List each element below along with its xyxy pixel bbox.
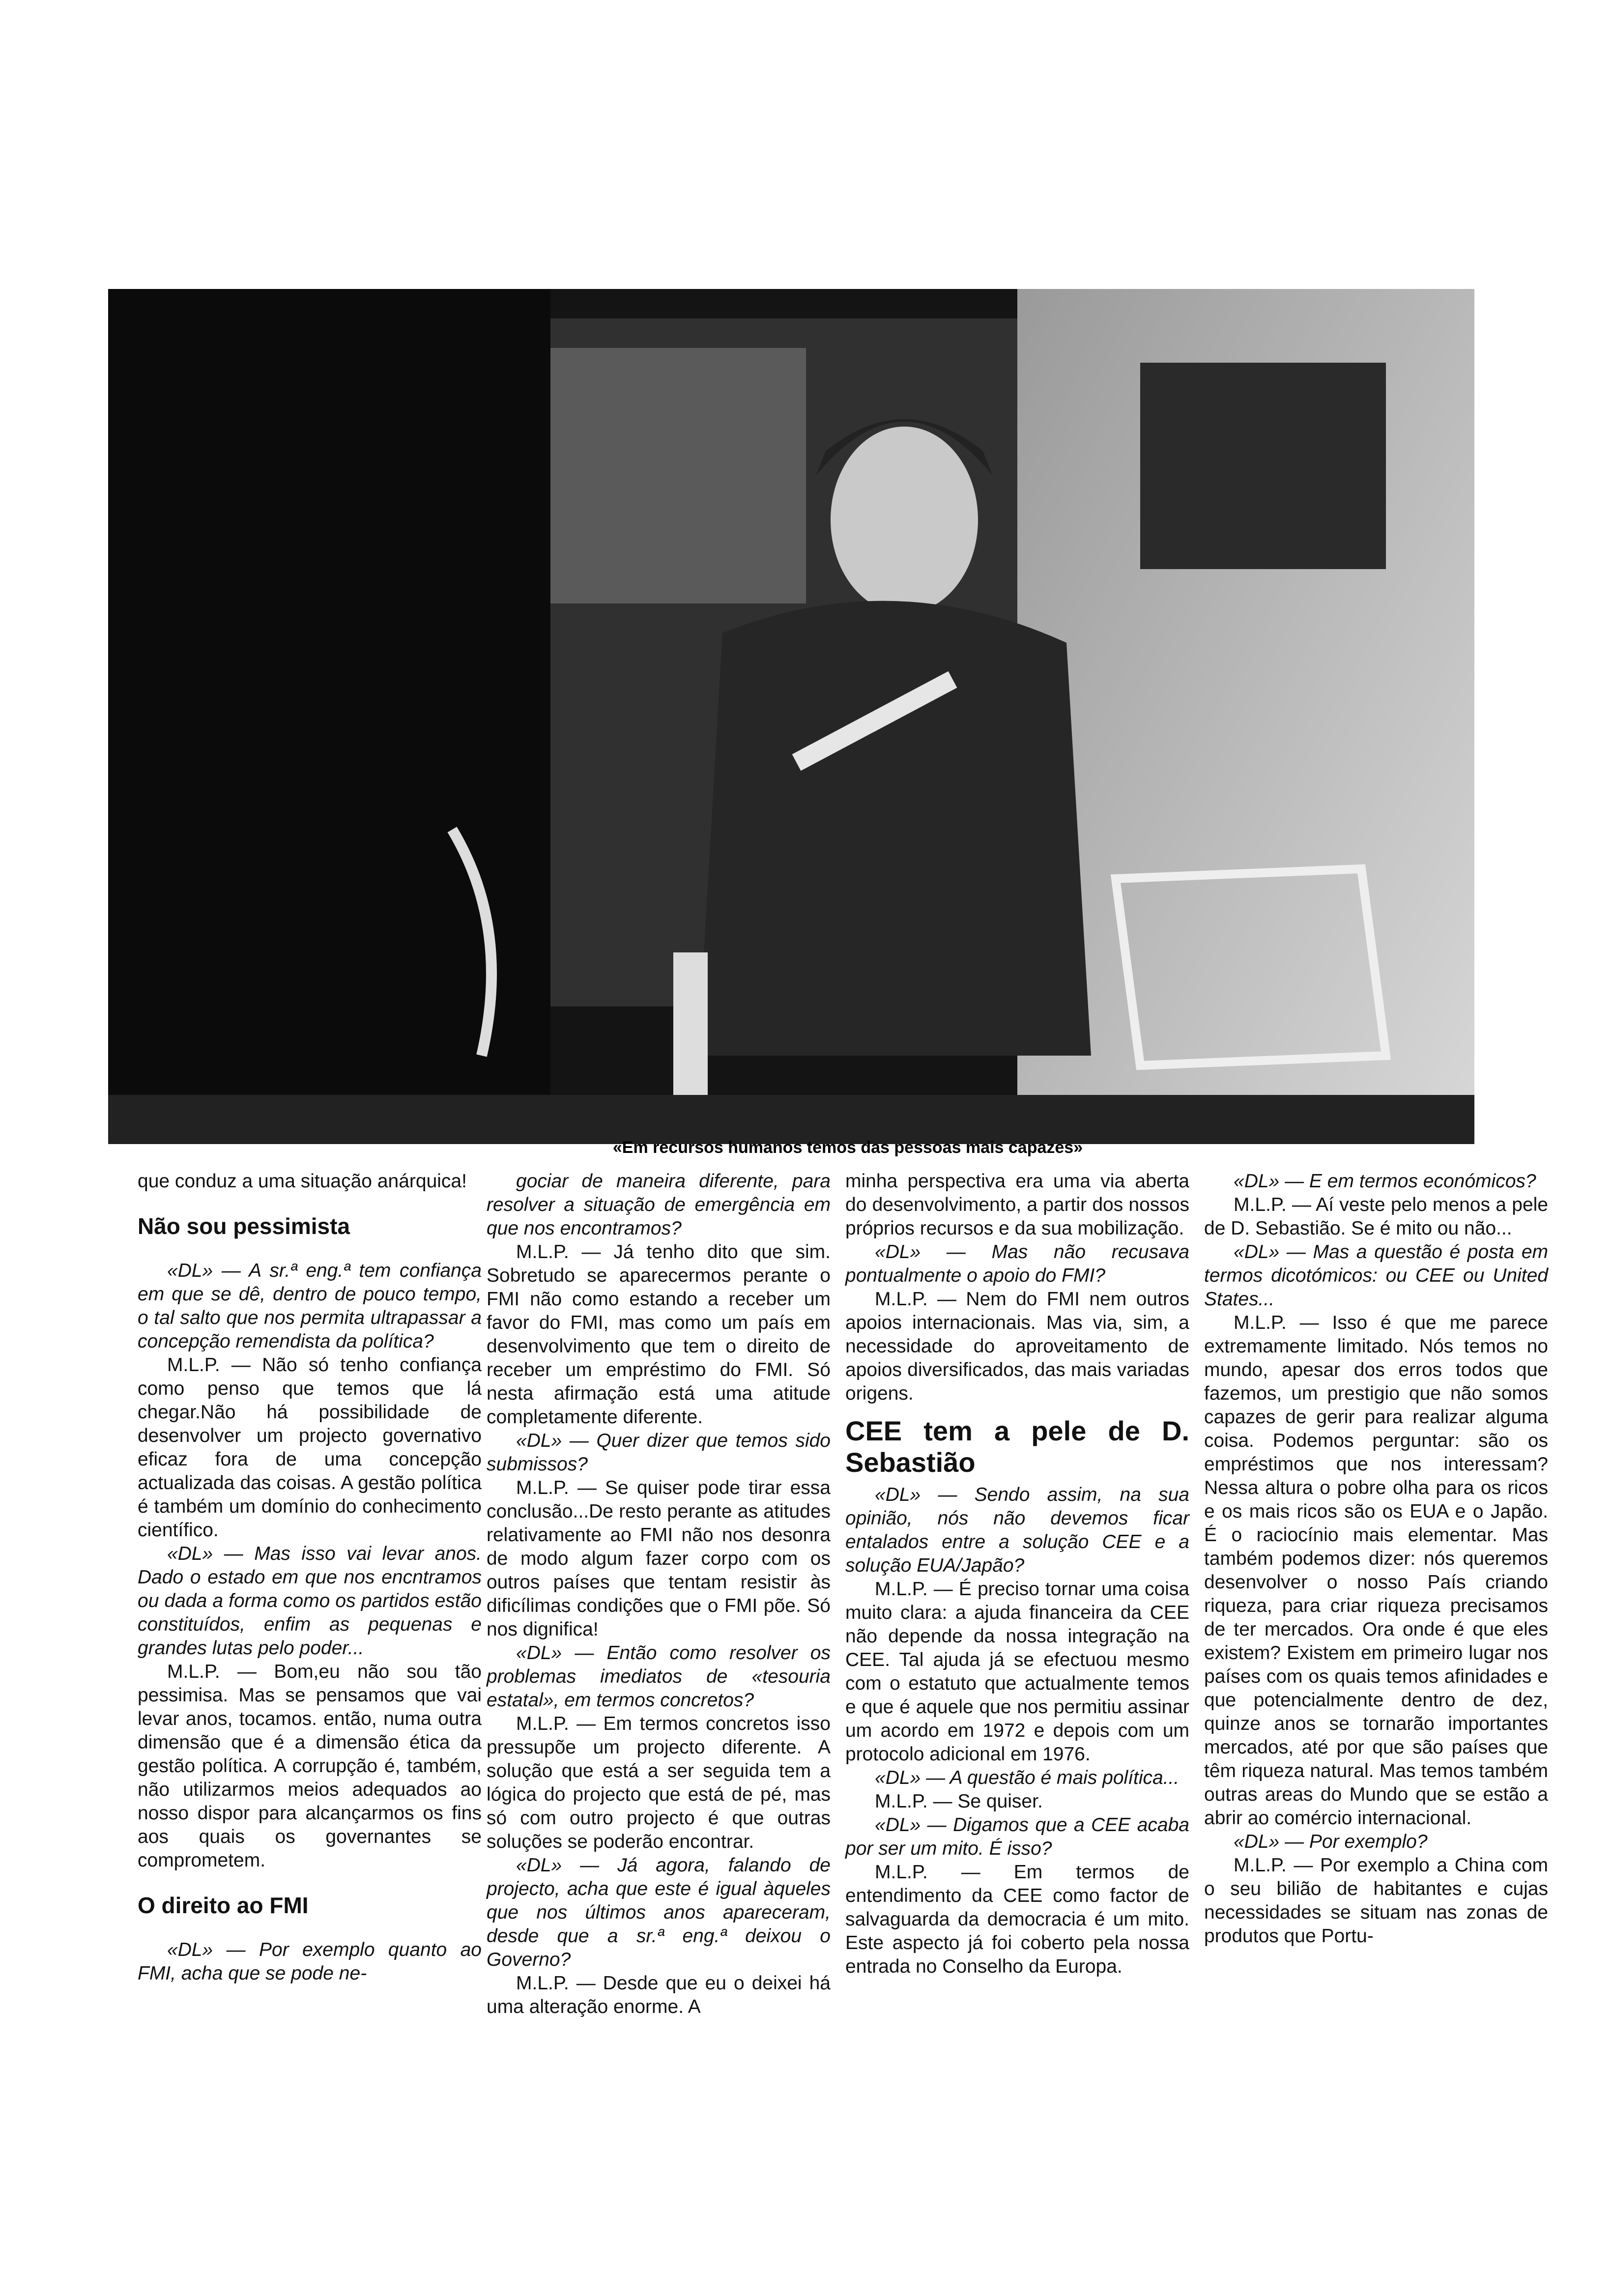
answer-paragraph: M.L.P. — É preciso tornar uma coisa muito clara: a ajuda financeira da CEE não depende da nossa integração na CEE. Tal ajuda já se efectuou mesmo com o estatuto que actualmente temos e que é aquele que nos permitiu assinar um acordo em 1972 e depois com um protocolo adicional em 1976.: [845, 1578, 1189, 1765]
article-column-3: [845, 1170, 1189, 1979]
photo-illustration: [108, 289, 1474, 1144]
answer-paragraph: M.L.P. — Não só tenho confiança como penso que temos que lá chegar.Não há possibilidade de desenvolver um projecto governativo eficaz fora de uma concepção actualizada das coisas. A gestão política é também um domínio do conhecimento científico.: [138, 1354, 482, 1541]
photo-caption: «Em recursos humanos temos das pessoas mais capazes»: [612, 1138, 1083, 1157]
answer-paragraph: M.L.P. — Bom,eu não sou tão pessimisa. Mas se pensamos que vai levar anos, tocamos. então, numa outra dimensão que é a dimensão ética da gestão política. A corrupção é, também, não utilizarmos meios adequados ao nosso dispor para alcançarmos os fins aos quais os governantes se comprometem.: [138, 1661, 482, 1871]
interviewer-question: «DL» — A sr.ª eng.ª tem confiança em que se dê, dentro de pouco tempo, o tal salto que nos permita ultrapassar a concepção remendista da política?: [138, 1260, 482, 1352]
answer-paragraph: M.L.P. — Isso é que me parece extremamente limitado. Nós temos no mundo, apesar dos erros todos que fazemos, um prestigio que não somos capazes de gerir para realizar alguma coisa. Podemos perguntar: são os empréstimos que nos interessam? Nessa altura o pobre olha para os ricos e os mais ricos são os EUA e o Japão. É o raciocínio mais elementar. Mas também podemos dizer: nós queremos desenvolver o nosso País criando riqueza, para criar riqueza precisamos de ter mercados. Ora onde é que eles existem? Existem em primeiro lugar nos países com os quais temos afinidades e que potencialmente dentro de dez, quinze anos se tornarão importantes mercados, até por que são países que têm riqueza natural. Mas temos também outras areas do Mundo que se estão a abrir ao comércio internacional.: [1204, 1312, 1548, 1829]
answer-paragraph: M.L.P. — Por exemplo a China com o seu bilião de habitantes e cujas necessidades se situam nas zonas de produtos que Portu-: [1204, 1855, 1548, 1947]
interviewer-question: «DL» — Por exemplo?: [1234, 1831, 1428, 1852]
interviewer-question: «DL» — Quer dizer que temos sido submissos?: [487, 1430, 831, 1475]
answer-paragraph: M.L.P. — Aí veste pelo menos a pele de D. Sebastião. Se é mito ou não...: [1204, 1194, 1548, 1239]
interview-photo: [108, 289, 1474, 1144]
section-heading: CEE tem a pele de D. Sebastião: [845, 1415, 1189, 1478]
answer-paragraph: M.L.P. — Desde que eu o deixei há uma alteração enorme. A: [487, 1973, 831, 2017]
interviewer-question: «DL» — Mas não recusava pontualmente o apoio do FMI?: [845, 1241, 1189, 1286]
section-heading: Não sou pessimista: [138, 1213, 350, 1239]
interviewer-question: «DL» — A questão é mais política...: [875, 1767, 1180, 1788]
article-column-1: [138, 1170, 482, 1985]
interviewer-question: «DL» — E em termos económicos?: [1234, 1171, 1536, 1192]
answer-paragraph: M.L.P. — Em termos concretos isso pressupõe um projecto diferente. A solução que está a ser seguida tem a lógica do projecto que está de pé, mas só com outro projecto é que outras soluções se poderão encontrar.: [487, 1713, 831, 1852]
answer-paragraph: M.L.P. — Em termos de entendimento da CEE como factor de salvaguarda da democracia é um mito. Este aspecto já foi coberto pela nossa entrada no Conselho da Europa.: [845, 1862, 1189, 1977]
answer-paragraph: M.L.P. — Se quiser pode tirar essa conclusão...De resto perante as atitudes relativamente ao FMI não nos desonra de modo algum fazer corpo com os outros países que tentam resistir às dificílimas condições que o FMI põe. Só nos dignifica!: [487, 1477, 831, 1640]
interviewer-question: «DL» — Já agora, falando de projecto, acha que este é igual àqueles que nos últimos anos apareceram, desde que a sr.ª eng.ª deixou o Governo?: [487, 1855, 831, 1970]
section-heading: O direito ao FMI: [138, 1893, 309, 1918]
interviewer-question: gociar de maneira diferente, para resolver a situação de emergência em que nos encontramos?: [487, 1171, 831, 1239]
interviewer-question: «DL» — Então como resolver os problemas imediatos de «tesouria estatal», em termos concretos?: [487, 1642, 831, 1711]
interviewer-question: «DL» — Digamos que a CEE acaba por ser um mito. É isso?: [845, 1814, 1189, 1859]
interviewer-question: «DL» — Por exemplo quanto ao FMI, acha que se pode ne-: [138, 1939, 482, 1984]
interviewer-question: «DL» — Mas isso vai levar anos. Dado o estado em que nos encntramos ou dada a forma como os partidos estão constituídos, enfim as pequenas e grandes lutas pelo poder...: [138, 1543, 482, 1659]
article-column-2: [487, 1170, 831, 2019]
interviewer-question: «DL» — Sendo assim, na sua opinião, nós não devemos ficar entalados entre a solução CEE e a solução EUA/Japão?: [845, 1484, 1189, 1576]
answer-paragraph: M.L.P. — Nem do FMI nem outros apoios internacionais. Mas via, sim, a necessidade do aproveitamento de apoios diversificados, das mais variadas origens.: [845, 1289, 1189, 1404]
answer-paragraph: M.L.P. — Se quiser.: [875, 1791, 1043, 1812]
answer-paragraph: minha perspectiva era uma via aberta do desenvolvimento, a partir dos nossos próprios recursos e da sua mobilização.: [845, 1171, 1189, 1239]
article-column-4: [1204, 1170, 1548, 1948]
answer-paragraph: M.L.P. — Já tenho dito que sim. Sobretudo se aparecermos perante o FMI não como estando a receber um favor do FMI, mas como um país em desenvolvimento que tem o direito de receber um empréstimo do FMI. Só nesta afirmação está uma atitude completamente diferente.: [487, 1241, 831, 1428]
answer-paragraph: que conduz a uma situação anárquica!: [138, 1171, 467, 1192]
interviewer-question: «DL» — Mas a questão é posta em termos dicotómicos: ou CEE ou United States...: [1204, 1241, 1548, 1310]
